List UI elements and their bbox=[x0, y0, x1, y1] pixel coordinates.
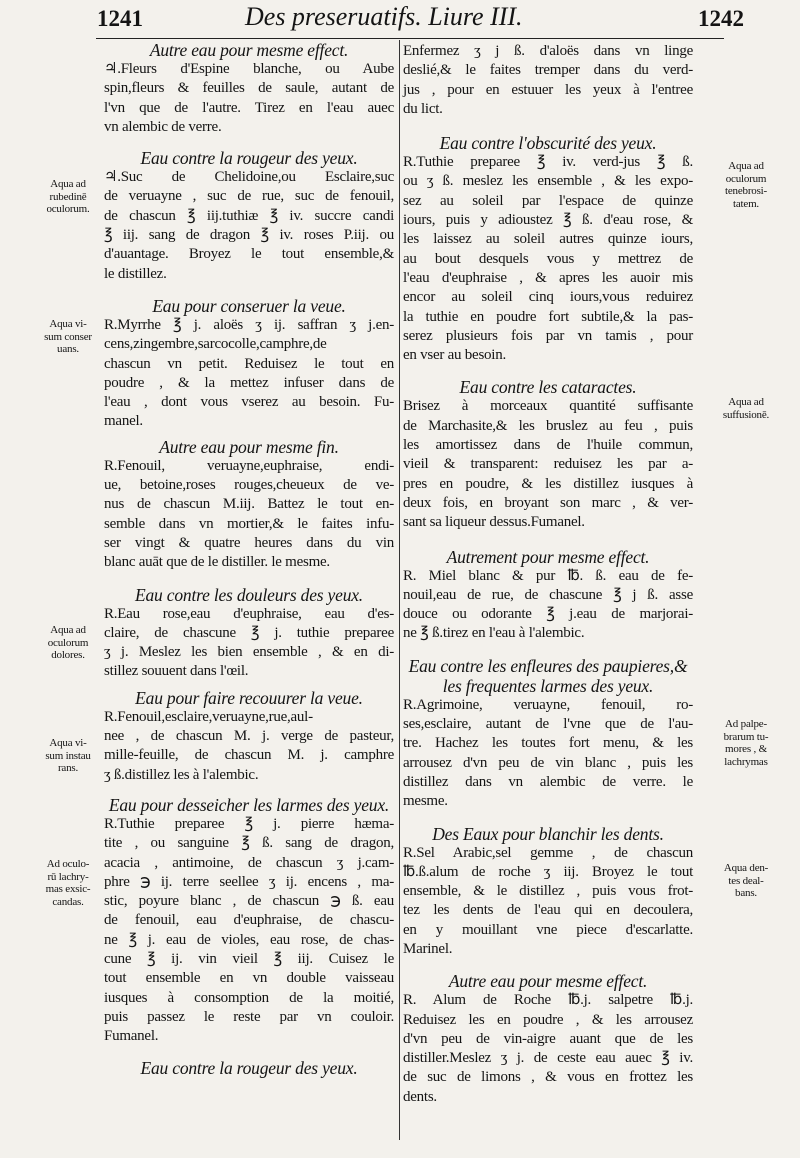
text-line: d'auantage. Broyez le tout ensemble,& bbox=[104, 246, 394, 263]
right-section bbox=[403, 377, 693, 532]
text-line: jus , pour en estuuer les yeux à l'entree bbox=[403, 81, 693, 98]
section-heading: Eau contre la rougeur des yeux. bbox=[140, 1058, 358, 1079]
text-line: cune ℥ ij. vin vieil ℥ iij. Cuisez le bbox=[104, 950, 394, 967]
text-line: l'eau d'euphraise , & apres les auoir mis bbox=[403, 269, 693, 286]
text-line: dents. bbox=[403, 1088, 437, 1105]
text-line: de chascun ℥ iij.tuthiæ ℥ iv. succre candi bbox=[104, 207, 394, 224]
text-line: tez les dents de l'eau qui en decoulera, bbox=[403, 902, 693, 919]
text-line: puis passez le reste par vn couloir. bbox=[104, 1008, 394, 1025]
right-column bbox=[403, 38, 693, 1107]
section-body bbox=[104, 457, 394, 573]
right-section bbox=[403, 824, 693, 960]
section-body bbox=[403, 153, 693, 365]
text-line: iours, puis y adioustez ℥ ß. d'eau rose, & bbox=[403, 212, 693, 229]
text-line: R. Miel blanc & pur ℔. ß. eau de fe- bbox=[403, 567, 693, 584]
section-heading: Eau pour faire recouurer la veue. bbox=[135, 687, 363, 708]
section-heading: Autre eau pour mesme effect. bbox=[448, 971, 648, 992]
text-line: poudre , & la mettez infuser dans de bbox=[104, 374, 394, 391]
text-line: la tuthie en poudre fort subtile,& la pas- bbox=[403, 308, 693, 325]
text-line: du lict. bbox=[403, 100, 443, 117]
text-line: distiller.Meslez ʒ j. de ceste eau auec ℥ iv. bbox=[403, 1050, 693, 1067]
margin-note-left-1: Aqua ad rubedinē oculorum. bbox=[46, 178, 90, 215]
text-line: mesme. bbox=[403, 793, 448, 810]
text-line: sez au soleil par l'espace de quinze bbox=[403, 192, 693, 209]
text-line: ue, betoine,roses rouges,cheueux de ve- bbox=[104, 477, 394, 494]
left-page-number: 1241 bbox=[97, 6, 143, 31]
section-body bbox=[403, 991, 693, 1107]
text-line: ♃.Suc de Chelidoine,ou Esclaire,suc bbox=[104, 169, 394, 186]
left-section bbox=[104, 585, 394, 682]
right-page-number: 1242 bbox=[698, 6, 744, 31]
section-body bbox=[403, 696, 693, 812]
left-section bbox=[104, 1058, 394, 1078]
text-line: R.Myrrhe ℥ j. aloës ʒ ij. saffran ʒ j.en- bbox=[104, 316, 394, 333]
text-line: Fumanel. bbox=[104, 1028, 159, 1045]
section-heading: Eau contre les enfleures des paupieres,& les frequentes larmes des yeux. bbox=[408, 655, 688, 696]
text-line: vn alembic de verre. bbox=[104, 118, 222, 135]
text-line: de Marchasite,& les bruslez au feu , puis bbox=[403, 417, 693, 434]
text-line: Marinel. bbox=[403, 940, 453, 957]
right-section bbox=[403, 133, 693, 365]
text-line: ʒ ß.distillez les à l'alembic. bbox=[104, 766, 259, 783]
text-line: R.Agrimoine, veruayne, fenouil, ro- bbox=[403, 696, 693, 713]
text-line: l'vn que de l'autre. Tirez en l'eau auec bbox=[104, 99, 394, 116]
section-body bbox=[104, 60, 394, 137]
section-heading: Eau contre les douleurs des yeux. bbox=[135, 584, 363, 605]
text-line: R.Fenouil, veruayne,euphraise, endi- bbox=[104, 457, 394, 474]
left-section bbox=[104, 148, 394, 284]
text-line: R.Tuthie preparee ℥ j. pierre hæma- bbox=[104, 815, 394, 832]
text-line: nus de chascun M.iij. Battez le tout en- bbox=[104, 496, 394, 513]
text-line: le distillez. bbox=[104, 265, 167, 282]
right-section bbox=[403, 547, 693, 644]
text-line: blanc auāt que de le distiller. le mesme. bbox=[104, 554, 330, 571]
text-line: ℔.ß.alum de roche ʒ iij. Broyez le tout bbox=[403, 863, 693, 880]
left-section bbox=[104, 40, 394, 137]
text-line: nouil,eau de rue, de chascune ℥ j ß. asse bbox=[403, 586, 693, 603]
right-section bbox=[403, 42, 693, 119]
text-line: en y mouillant vne piece d'escarlatte. bbox=[403, 921, 693, 938]
right-section bbox=[403, 656, 693, 812]
text-line: ♃.Fleurs d'Espine blanche, ou Aube bbox=[104, 61, 394, 77]
left-column bbox=[104, 38, 394, 1078]
text-line: nee , de chascun M. j. verge de pasteur, bbox=[104, 728, 394, 745]
text-line: de fenouil, eau d'euphraise, de chascu- bbox=[104, 912, 394, 929]
text-line: douce ou odorante ℥ j.eau de marjorai- bbox=[403, 606, 693, 623]
text-line: iusques à consomption de la moitié, bbox=[104, 989, 394, 1006]
text-line: ses,esclaire, autant de l'vne que de l'au- bbox=[403, 716, 693, 733]
text-line: chascun vn petit. Reduisez le tout en bbox=[104, 355, 394, 372]
text-line: pres en poudre, & les distillez iusques à bbox=[403, 475, 693, 492]
section-heading: Eau pour desseicher les larmes des yeux. bbox=[108, 794, 390, 815]
margin-note-right-4: Aqua den- tes deal- bans. bbox=[723, 862, 769, 899]
text-line: R. Alum de Roche ℔.j. salpetre ℔.j. bbox=[403, 992, 693, 1009]
text-line: vieil & transparent: reduisez les par a- bbox=[403, 456, 693, 473]
right-section bbox=[403, 971, 693, 1107]
text-line: les amortissez dans de l'huile commun, bbox=[403, 437, 693, 454]
text-line: semble dans vn mortier,& le faites infu- bbox=[104, 515, 394, 532]
left-section bbox=[104, 688, 394, 785]
text-line: ensemble, & le distillez , puis vous frot- bbox=[403, 883, 693, 900]
text-line: spin,fleurs & feuilles de saule, autant de bbox=[104, 80, 394, 97]
text-line: stic, poyure blanc , de chascun ℈ ß. eau bbox=[104, 893, 394, 910]
text-line: tite , ou sanguine ℥ ß. sang de dragon, bbox=[104, 835, 394, 852]
section-body bbox=[104, 168, 394, 284]
text-line: tout ensemble en vn double vaisseau bbox=[104, 970, 394, 987]
text-line: ʒ j. Meslez les bien ensemble , & en di- bbox=[104, 644, 394, 661]
section-body bbox=[403, 397, 693, 532]
text-line: tre. Hachez les toutes fort menu, & les bbox=[403, 735, 693, 752]
margin-note-left-2: Aqua vi- sum conser uans. bbox=[44, 318, 92, 355]
left-section bbox=[104, 437, 394, 573]
text-line: R.Tuthie preparee ℥ iv. verd-jus ℥ ß. bbox=[403, 154, 693, 171]
section-body bbox=[403, 844, 693, 960]
text-line: R.Fenouil,esclaire,veruayne,rue,aul- bbox=[104, 708, 313, 725]
section-body bbox=[403, 42, 693, 119]
section-body bbox=[104, 605, 394, 682]
text-line: distillez dans vn alembic de verre. le bbox=[403, 773, 693, 790]
text-line: manel. bbox=[104, 413, 143, 430]
section-heading: Des Eaux pour blanchir les dents. bbox=[432, 823, 664, 844]
section-body bbox=[403, 567, 693, 644]
text-line: sant sa liqueur dessus.Fumanel. bbox=[403, 514, 585, 531]
text-line: deux fois, en broyant son marc , & ver- bbox=[403, 494, 693, 511]
section-body bbox=[104, 815, 394, 1047]
column-divider bbox=[399, 40, 400, 1140]
left-section bbox=[104, 296, 394, 432]
text-line: arrousez d'vn peu de vin blanc , puis les bbox=[403, 754, 693, 771]
margin-note-left-4: Aqua vi- sum instau rans. bbox=[45, 737, 91, 774]
margin-note-right-1: Aqua ad oculorum tenebrosi- tatem. bbox=[725, 160, 767, 210]
text-line: les laissez au soleil autres quinze iours, bbox=[403, 231, 693, 248]
text-line: ne ℥ j. eau de violes, eau rose, de chas- bbox=[104, 931, 394, 948]
section-heading: Eau pour conseruer la veue. bbox=[152, 295, 346, 316]
section-heading: Eau contre l'obscurité des yeux. bbox=[439, 133, 657, 154]
text-line: stillez souuent dans l'œil. bbox=[104, 663, 249, 680]
text-line: mille-feuille, de chascun M. j. camphre bbox=[104, 747, 394, 764]
text-line: en vser au besoin. bbox=[403, 347, 506, 364]
text-line: R.Eau rose,eau d'euphraise, eau d'es- bbox=[104, 605, 394, 622]
section-heading: Eau contre les cataractes. bbox=[459, 377, 637, 398]
text-line: ℥ iij. sang de dragon ℥ iv. roses P.iij. ou bbox=[104, 227, 394, 244]
text-line: au bout desquels vous y mettrez de bbox=[403, 250, 693, 267]
text-line: cens,zingembre,sarcocolle,camphre,de bbox=[104, 336, 327, 353]
margin-note-right-2: Aqua ad suffusionē. bbox=[722, 396, 770, 421]
text-line: ser vingt & quatre heures dans du vin bbox=[104, 534, 394, 551]
text-line: de veruayne , suc de rue, suc de fenouil, bbox=[104, 188, 394, 205]
section-body bbox=[104, 708, 394, 785]
section-heading: Autre eau pour mesme fin. bbox=[159, 436, 339, 457]
section-heading: Autrement pour mesme effect. bbox=[446, 546, 650, 567]
margin-note-left-5: Ad oculo- rū lachry- mas exsic- candas. bbox=[45, 858, 91, 908]
running-head: Des preseruatifs. Liure III. bbox=[245, 2, 523, 31]
text-line: de suc de limons , & vous en frottez les bbox=[403, 1069, 693, 1086]
text-line: d'vn peu de vin-aigre auant que de les bbox=[403, 1030, 693, 1047]
section-heading: Eau contre la rougeur des yeux. bbox=[140, 148, 358, 169]
text-line: Reduisez les en poudre , & les arrousez bbox=[403, 1011, 693, 1028]
text-line: phre ℈ ij. terre seellee ʒ ij. encens , ma- bbox=[104, 873, 394, 890]
left-section bbox=[104, 795, 394, 1047]
text-line: Enfermez ʒ j ß. d'aloës dans vn linge bbox=[403, 43, 693, 59]
margin-note-left-3: Aqua ad oculorum dolores. bbox=[47, 624, 89, 661]
text-line: l'eau , dont vous vserez au besoin. Fu- bbox=[104, 394, 394, 411]
text-line: encor au soleil cinq iours,vous reduirez bbox=[403, 289, 693, 306]
text-line: Brisez à morceaux quantité suffisante bbox=[403, 398, 693, 415]
margin-note-right-3: Ad palpe- brarum tu- mores , & lachrymas bbox=[723, 718, 769, 768]
text-line: acacia , antimoine, de chascun ʒ j.cam- bbox=[104, 854, 394, 871]
section-heading: Autre eau pour mesme effect. bbox=[149, 40, 349, 60]
text-line: claire, de chascune ℥ j. tuthie preparee bbox=[104, 624, 394, 641]
text-line: R.Sel Arabic,sel gemme , de chascun bbox=[403, 844, 693, 861]
text-line: ou ʒ ß. meslez les ensemble , & les expo- bbox=[403, 173, 693, 190]
text-line: ne ℥ ß.tirez en l'eau à l'alembic. bbox=[403, 625, 585, 642]
section-body bbox=[104, 316, 394, 432]
text-line: deslié,& le faites tremper dans du verd- bbox=[403, 62, 693, 79]
text-line: serez plusieurs fois par vn tamis , pour bbox=[403, 327, 693, 344]
